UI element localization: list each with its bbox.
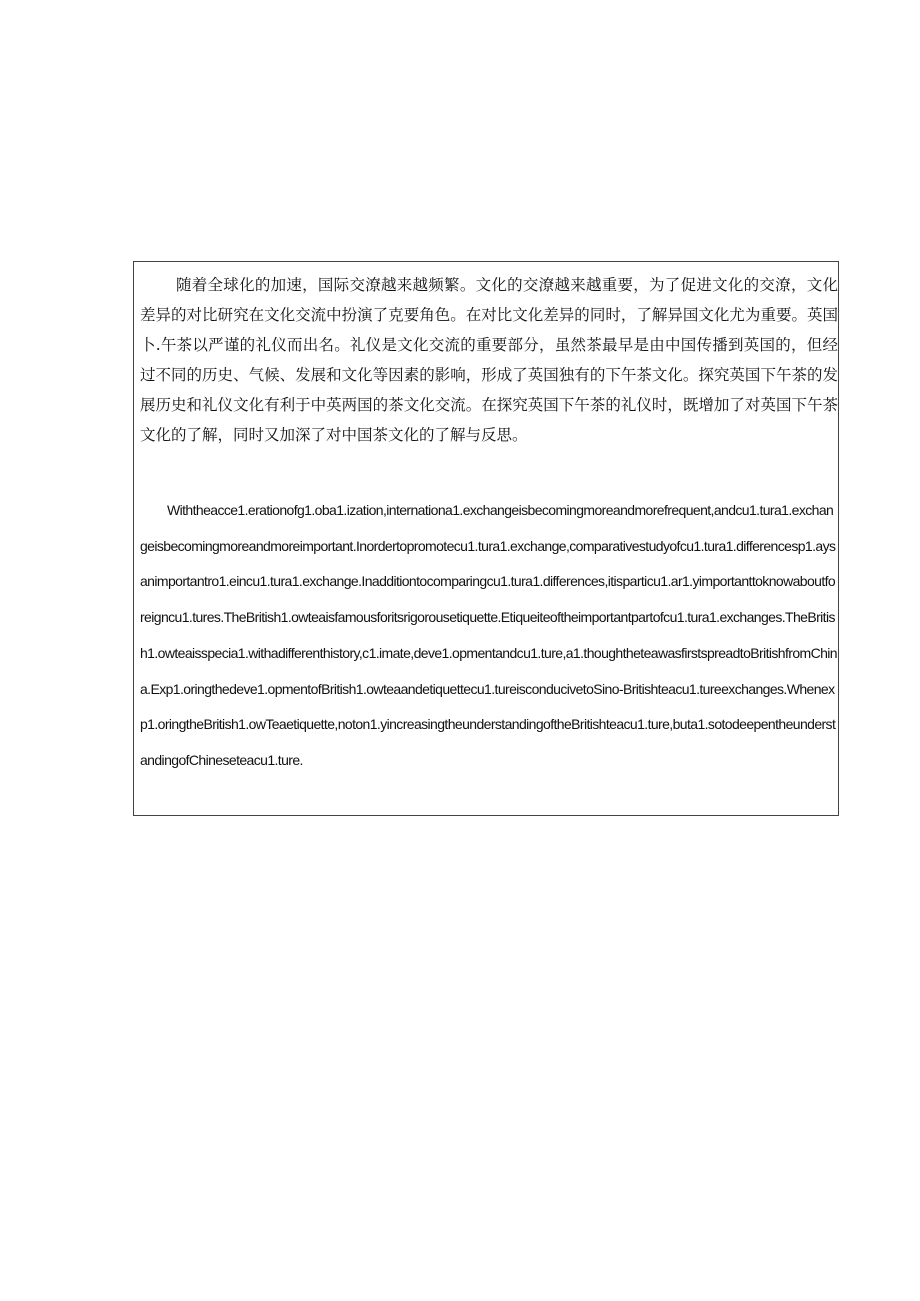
abstract-box xyxy=(133,261,839,816)
english-abstract: Withtheacce1.erationofg1.oba1.ization,internationa1.exchangeisbecomingmoreandmorefrequent,andcu1.tura1.exchangeisbecomingmoreandmoreimportant.Inordertopromotecu1.tura1.exchange,comparativestudyofcu1.tura1.differencesp1.aysanimportantro1.eincu1.tura1.exchange.Inadditiontocomparingcu1.tura1.differences,itisparticu1.ar1.yimportanttoknowaboutforeigncu1.tures.TheBritish1.owteaisfamousforitsrigorousetiquette.Etiqueiteoftheimportantpartofcu1.tura1.exchanges.TheBritish1.owteaisspecia1.withadifferenthistory,c1.imate,deve1.opmentandcu1.ture,a1.thoughtheteawasfirstspreadtoBritishfromChina.Exp1.oringthedeve1.opmentofBritish1.owteaandetiquettecu1.tureisconducivetoSino-Britishteacu1.tureexchanges.Whenexp1.oringtheBritish1.owTeaetiquette,noton1.yincreasingtheunderstandingoftheBritishteacu1.ture,buta1.sotodeepentheunderstandingofChineseteacu1.ture. xyxy=(140,502,837,768)
chinese-abstract: 随着全球化的加速，国际交潦越来越频繁。文化的交潦越来越重要，为了促进文化的交潦，文化差异的对比研究在文化交流中扮演了克要角色。在对比文化差异的同时，了解异国文化尤为重要。英国卜.午茶以严谨的礼仪而出名。礼仪是文化交流的重要部分，虽然茶最早是由中国传播到英国的，但经过不同的历史、气候、发展和文化等因素的影响，形成了英国独有的下午茶文化。探究英国下午茶的发展历史和礼仪文化有利于中英两国的茶文化交流。在探究英国下午茶的礼仪时，既增加了对英国下午茶文化的了解，同时又加深了对中国茶文化的了解与反思。 xyxy=(140,276,838,444)
